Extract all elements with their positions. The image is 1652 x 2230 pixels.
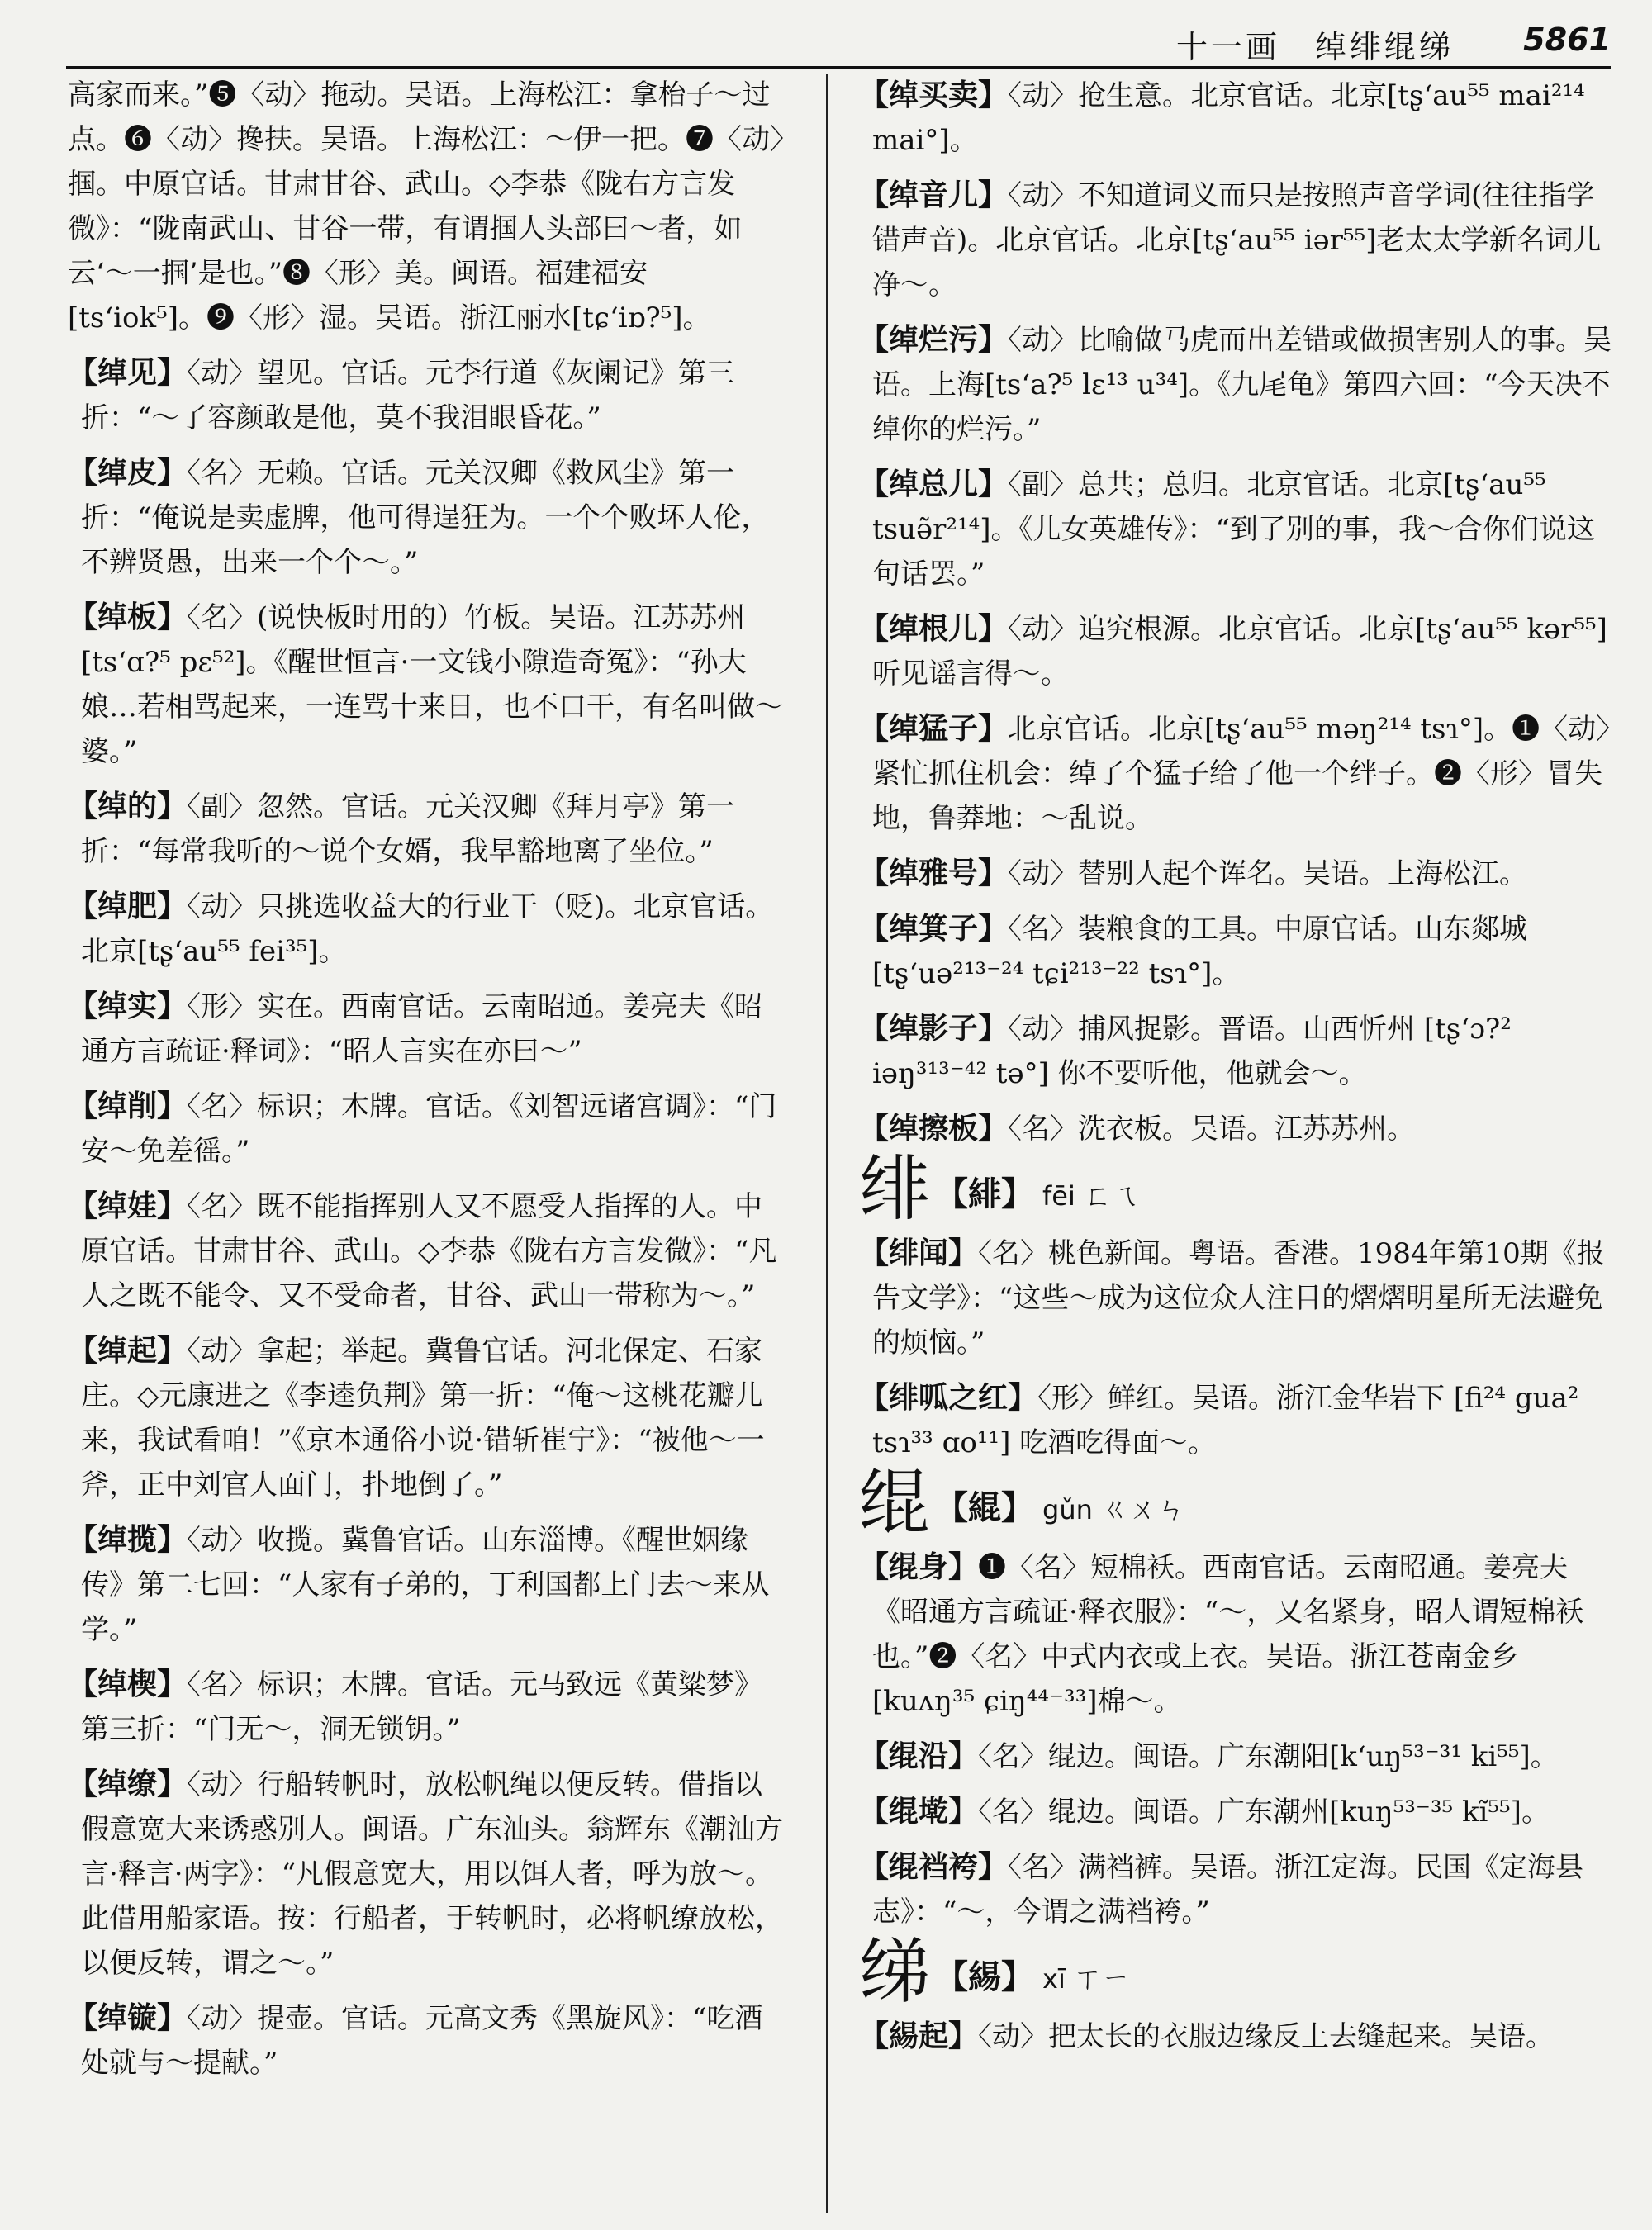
entry-headword: 【绰影子】 — [859, 1011, 1009, 1046]
entry-headword: 【绯闻】 — [859, 1236, 979, 1270]
dictionary-entry — [68, 1184, 786, 1318]
entry-headword: 【绰缭】 — [68, 1767, 188, 1801]
entry-headword: 【緆起】 — [859, 2019, 979, 2053]
dictionary-entry — [68, 984, 786, 1074]
dictionary-entry — [859, 1231, 1619, 1365]
entry-definition: 〈动〉望见。官话。元李行道《灰阑记》第三折：“～了容颜敢是他，莫不我泪眼昏花。” — [81, 357, 735, 434]
entry-definition: 〈名〉无赖。官话。元关汉卿《救风尘》第一折：“俺说是卖虚脾，他可得逞狂为。一个个败坏人伦，不辨贤愚，出来一个个～。” — [81, 457, 770, 579]
entry-headword: 【绰见】 — [68, 355, 188, 390]
entry-headword: 【绰的】 — [68, 789, 188, 823]
left-column — [68, 73, 786, 2230]
entry-definition: 〈动〉抢生意。北京官话。北京[tʂ‘au⁵⁵ mai²¹⁴ mai°]。 — [872, 79, 1585, 157]
dictionary-entry — [859, 606, 1619, 696]
entry-headword: 【绯呱之红】 — [859, 1380, 1038, 1415]
entry-definition: 北京官话。北京[tʂ‘au⁵⁵ məŋ²¹⁴ tsɿ°]。❶〈动〉紧忙抓住机会：绰了个猛子给了他一个绊子。❷〈形〉冒失地，鲁莽地：～乱说。 — [872, 713, 1611, 835]
dictionary-entry — [859, 1734, 1619, 1779]
entry-headword: 【绰猛子】 — [859, 711, 1009, 746]
dictionary-entry — [859, 173, 1619, 307]
entry-headword: 【绰买卖】 — [859, 78, 1009, 112]
entry-headword: 【绰实】 — [68, 989, 188, 1023]
entry-headword: 【绰镟】 — [68, 2000, 188, 2035]
entry-headword: 【绰起】 — [68, 1333, 188, 1368]
column-divider — [826, 74, 828, 2213]
page-number: 5861 — [1523, 21, 1611, 58]
dictionary-entry — [859, 851, 1619, 896]
entry-headword: 【绰娃】 — [68, 1189, 188, 1223]
entry-headword: 【绰揽】 — [68, 1522, 188, 1557]
entry-definition: 〈动〉追究根源。北京官话。北京[tʂ‘au⁵⁵ kər⁵⁵]听见谣言得～。 — [872, 613, 1607, 690]
pinyin: fēi — [1042, 1180, 1075, 1212]
traditional-form: 【緆】 — [935, 1957, 1034, 1996]
entry-definition: 〈名〉装粮食的工具。中原官话。山东郯城[tʂ‘uə²¹³⁻²⁴ tɕi²¹³⁻²² tsɿ°]。 — [872, 913, 1528, 990]
dictionary-entry — [68, 1762, 786, 1986]
zhuyin: ㄒㄧ — [1073, 1962, 1130, 1995]
pinyin: gǔn — [1042, 1494, 1093, 1525]
entry-headword: 【绰擦板】 — [859, 1111, 1009, 1146]
dictionary-entry — [68, 1995, 786, 2085]
entry-definition: ❶〈名〉短棉袄。西南官话。云南昭通。姜亮夫《昭通方言疏证·释衣服》：“～，又名紧身，昭人谓短棉袄也。”❷〈名〉中式内衣或上衣。吴语。浙江苍南金乡 [kuʌŋ³⁵ ɕiŋ⁴⁴⁻³³]棉～。 — [872, 1551, 1584, 1718]
entry-definition: 〈名〉满裆裤。吴语。浙江定海。民国《定海县志》：“～，今谓之满裆袴。” — [872, 1851, 1584, 1929]
entry-definition: 〈动〉把太长的衣服边缘反上去缝起来。吴语。 — [978, 2020, 1555, 2053]
dictionary-entry — [859, 1006, 1619, 1096]
dictionary-entry — [68, 1328, 786, 1507]
dictionary-entry — [859, 1844, 1619, 1934]
dictionary-entry — [68, 595, 786, 774]
dictionary-entry — [68, 1662, 786, 1752]
entry-definition: 〈动〉收揽。冀鲁官话。山东淄博。《醒世姻缘传》第二七回：“人家有子弟的，丁利国都上门去～来从学。” — [81, 1524, 770, 1646]
dictionary-entry — [68, 1517, 786, 1652]
dictionary-entry — [859, 1106, 1619, 1151]
dictionary-entry — [68, 784, 786, 874]
entry-headword: 【绲墘】 — [859, 1794, 979, 1829]
character-heading — [859, 1148, 1619, 1231]
dictionary-entry — [859, 462, 1619, 596]
dictionary-entry — [859, 1544, 1619, 1724]
entry-headword: 【绰肥】 — [68, 889, 188, 923]
entry-definition: 〈名〉既不能指挥别人又不愿受人指挥的人。中原官话。甘肃甘谷、武山。◇李恭《陇右方言发微》：“凡人之既不能令、又不受命者，甘谷、武山一带称为～。” — [81, 1190, 777, 1312]
character-heading — [859, 1462, 1619, 1544]
entry-definition: 〈名〉绲边。闽语。广东潮阳[k‘uŋ⁵³⁻³¹ ki⁵⁵]。 — [978, 1740, 1559, 1773]
entry-definition: 〈名〉洗衣板。吴语。江苏苏州。 — [1008, 1113, 1416, 1146]
traditional-form: 【緋】 — [935, 1174, 1034, 1213]
dictionary-entry — [859, 1789, 1619, 1834]
pinyin: xī — [1042, 1963, 1066, 1995]
entry-definition: 〈动〉捕风捉影。晋语。山西忻州 [tʂ‘ɔ?² iəŋ³¹³⁻⁴² tə°] 你不要听他，他就会～。 — [872, 1013, 1512, 1090]
entry-headword: 【绰根儿】 — [859, 611, 1009, 646]
dictionary-entry — [859, 73, 1619, 163]
entry-definition: 〈名〉(说快板时用的）竹板。吴语。江苏苏州[ts‘ɑ?⁵ pɛ⁵²]。《醒世恒言·一文钱小隙造奇冤》：“孙大娘…若相骂起来，一连骂十来日，也不口干，有名叫做～婆。” — [81, 601, 783, 768]
entry-definition: 〈副〉忽然。官话。元关汉卿《拜月亭》第一折：“每常我听的～说个女婿，我早豁地离了坐位。” — [81, 790, 735, 868]
running-header — [66, 18, 1611, 69]
entry-definition: 〈形〉实在。西南官话。云南昭通。姜亮夫《昭通方言疏证·释词》：“昭人言实在亦曰～” — [81, 990, 763, 1068]
entry-definition: 〈动〉提壶。官话。元高文秀《黑旋风》：“吃酒处就与～提献。” — [81, 2002, 763, 2080]
entry-definition: 〈名〉标识；木牌。官话。《刘智远诸宫调》：“门安～免差徭。” — [81, 1090, 777, 1168]
dictionary-entry — [68, 1084, 786, 1174]
entry-headword: 【绰板】 — [68, 600, 188, 634]
dictionary-entry — [68, 350, 786, 440]
entry-headword: 【绲裆袴】 — [859, 1849, 1009, 1884]
entry-headword: 【绰削】 — [68, 1089, 188, 1123]
traditional-form: 【緄】 — [935, 1488, 1034, 1527]
entry-headword: 【绰楔】 — [68, 1667, 188, 1701]
entry-headword: 【绲身】 — [859, 1549, 979, 1584]
dictionary-entry — [68, 73, 786, 340]
dictionary-entry — [859, 706, 1619, 841]
running-title: 十一画 绰绯绲绨 — [1175, 29, 1454, 65]
entry-definition: 〈动〉比喻做马虎而出差错或做损害别人的事。吴语。上海[ts‘a?⁵ lɛ¹³ u³⁴]。《九尾龟》第四六回：“今天决不绰你的烂污。” — [872, 324, 1612, 446]
entry-headword: 【绰雅号】 — [859, 856, 1009, 890]
dictionary-entry — [859, 317, 1619, 452]
entry-definition: 〈名〉绲边。闽语。广东潮州[kuŋ⁵³⁻³⁵ kĩ⁵⁵]。 — [978, 1796, 1550, 1829]
dictionary-entry — [859, 1375, 1619, 1465]
zhuyin: ㄈㄟ — [1083, 1179, 1140, 1212]
entry-definition: 〈动〉拿起；举起。冀鲁官话。河北保定、石家庄。◇元康进之《李逵负荆》第一折：“俺～这桃花瓣儿来，我试看咱！”《京本通俗小说·错斩崔宁》：“被他～一斧，正中刘官人面门，扑地倒了。” — [81, 1335, 765, 1502]
dictionary-entry — [859, 2014, 1619, 2059]
head-character: 绲 — [859, 1462, 930, 1544]
entry-definition: 〈名〉标识；木牌。官话。元马致远《黄粱梦》第三折：“门无～，洞无锁钥。” — [81, 1668, 763, 1746]
dictionary-entry — [68, 450, 786, 585]
zhuyin: ㄍㄨㄣ — [1100, 1493, 1185, 1526]
entry-headword: 【绰箕子】 — [859, 911, 1009, 946]
entry-headword: 【绲沿】 — [859, 1739, 979, 1773]
dictionary-entry — [68, 884, 786, 974]
head-character: 绨 — [859, 1931, 930, 2014]
entry-headword: 【绰总儿】 — [859, 467, 1009, 501]
entry-definition: 〈动〉不知道词义而只是按照声音学词(往往指学错声音)。北京官话。北京[tʂ‘au⁵⁵ iər⁵⁵]老太太学新名词儿净～。 — [872, 179, 1602, 301]
entry-definition: 〈动〉行船转帆时，放松帆绳以便反转。借指以假意宽大来诱惑别人。闽语。广东汕头。翁辉东《潮汕方言·释言·两字》：“凡假意宽大，用以饵人者，呼为放～。此借用船家语。按：行船者，于转帆时，必将帆缭放松，以便反转，谓之～。” — [81, 1768, 783, 1980]
right-column — [859, 73, 1619, 2230]
character-heading — [859, 1931, 1619, 2014]
entry-headword: 【绰音儿】 — [859, 178, 1009, 212]
entry-definition: 〈动〉替别人起个诨名。吴语。上海松江。 — [1008, 857, 1528, 890]
entry-definition: 〈动〉只挑选收益大的行业干（贬)。北京官话。北京[tʂ‘au⁵⁵ fei³⁵]。 — [81, 890, 774, 968]
entry-definition: 高家而来。”❺〈动〉拖动。吴语。上海松江：拿枱子～过点。❻〈动〉搀扶。吴语。上海松江：～伊一把。❼〈动〉掴。中原官话。甘肃甘谷、武山。◇李恭《陇右方言发微》：“陇南武山、甘谷一带，有谓掴人头部曰～者，如云‘～一掴’是也。”❽〈形〉美。闽语。福建福安[ts‘iok⁵]。❾〈形〉湿。吴语。浙江丽水[tɕ‘iɒ?⁵]。 — [68, 78, 784, 334]
head-character: 绯 — [859, 1148, 930, 1231]
entry-headword: 【绰烂污】 — [859, 322, 1009, 357]
entry-headword: 【绰皮】 — [68, 455, 188, 490]
entry-definition: 〈名〉桃色新闻。粤语。香港。1984年第10期《报告文学》：“这些～成为这位众人注目的熠熠明星所无法避免的烦恼。” — [872, 1237, 1605, 1359]
dictionary-entry — [859, 906, 1619, 996]
entry-definition: 〈形〉鲜红。吴语。浙江金华岩下 [fi²⁴ gua² tsɿ³³ ɑo¹¹] 吃酒吃得面～。 — [872, 1382, 1579, 1459]
entry-definition: 〈副〉总共；总归。北京官话。北京[tʂ‘au⁵⁵ tsuə̃r²¹⁴]。《儿女英雄传》：“到了别的事，我～合你们说这句话罢。” — [872, 468, 1595, 591]
